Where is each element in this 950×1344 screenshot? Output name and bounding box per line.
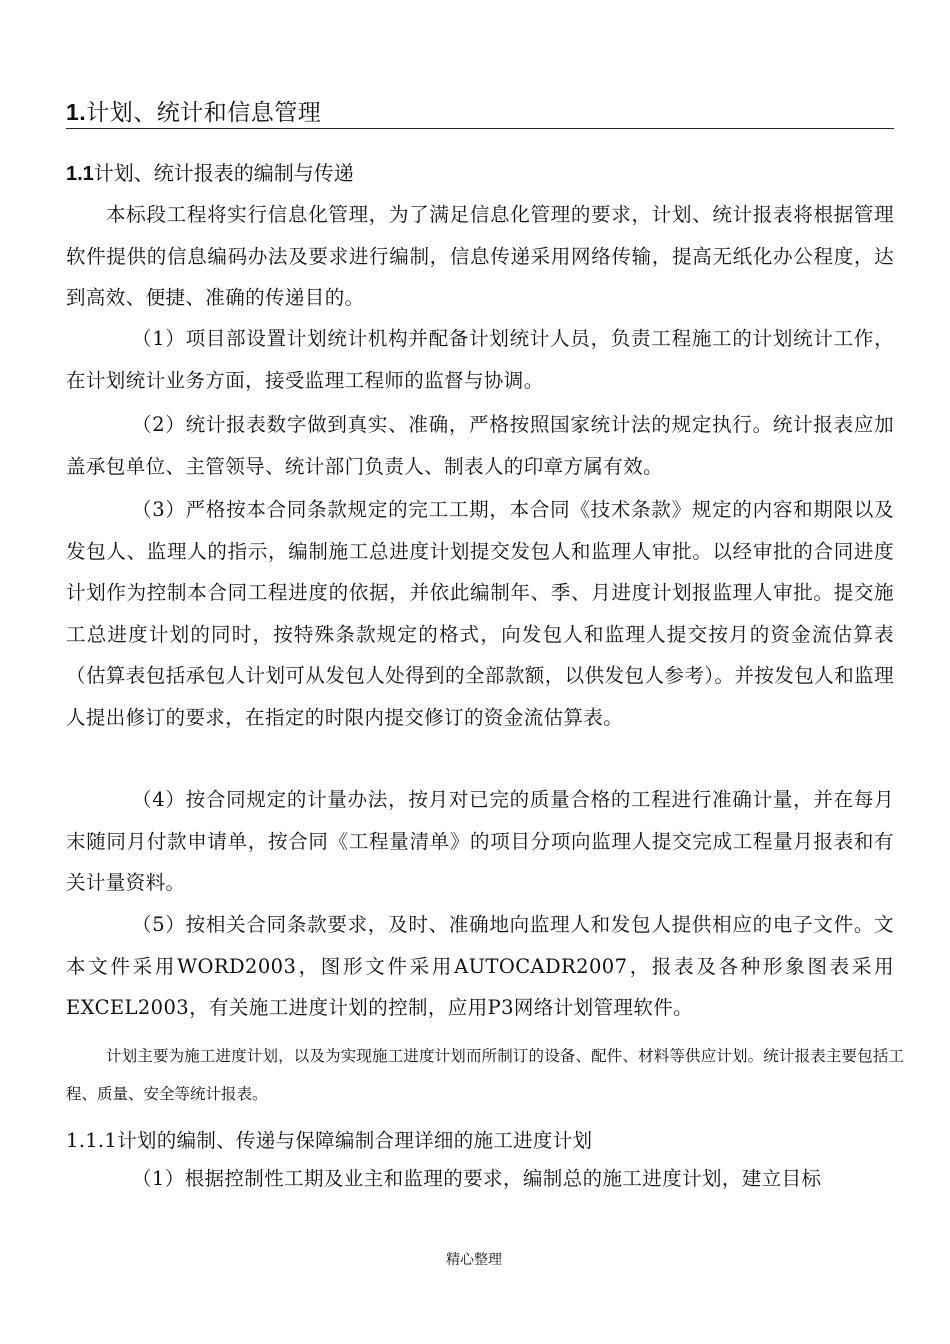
heading-1 [66,96,894,129]
heading-2-number: 1.1 [66,163,94,185]
heading-2-text: 计划、统计报表的编制与传递 [93,161,354,185]
paragraph-item-2: （2）统计报表数字做到真实、准确，严格按照国家统计法的规定执行。统计报表应加盖承包单位、主管领导、统计部门负责人、制表人的印章方属有效。 [66,413,894,478]
paragraph-item-5: （5）按相关合同条款要求，及时、准确地向监理人和发包人提供相应的电子文件。文本文件采用WORD2003，图形文件采用AUTOCADR2007，报表及各种形象图表采用EXCEL2003，有关施工进度计划的控制，应用P3网络计划管理软件。 [66,913,894,1019]
paragraph-item-3: （3）严格按本合同条款规定的完工工期，本合同《技术条款》规定的内容和期限以及发包人、监理人的指示，编制施工总进度计划提交发包人和监理人审批。以经审批的合同进度计划作为控制本合同工程进度的依据，并依此编制年、季、月进度计划报监理人审批。提交施工总进度计划的同时，按特殊条款规定的格式，向发包人和监理人提交按月的资金流估算表（估算表包括承包人计划可从发包人处得到的全部款额，以供发包人参考）。并按发包人和监理人提出修订的要求，在指定的时限内提交修订的资金流估算表。 [66,498,894,729]
paragraph-note: 计划主要为施工进度计划，以及为实现施工进度计划而所制订的设备、配件、材料等供应计划。统计报表主要包括工程、质量、安全等统计报表。 [66,1047,904,1103]
heading-3: 1.1.1计划的编制、传递与保障编制合理详细的施工进度计划 [66,1129,593,1152]
heading-1-number: 1. [66,99,87,125]
heading-2 [66,157,354,190]
page-footer: 精心整理 [446,1252,502,1268]
paragraph-intro: 本标段工程将实行信息化管理，为了满足信息化管理的要求，计划、统计报表将根据管理软件提供的信息编码办法及要求进行编制，信息传递采用网络传输，提高无纸化办公程度，达到高效、便捷、准确的传递目的。 [66,203,894,309]
heading-1-text: 计划、统计和信息管理 [86,100,322,126]
heading-rule [66,128,894,129]
paragraph-item-1: （1）项目部设置计划统计机构并配备计划统计人员，负责工程施工的计划统计工作，在计划统计业务方面，接受监理工程师的监督与协调。 [66,327,894,392]
paragraph-item-1-plan: （1）根据控制性工期及业主和监理的要求，编制总的施工进度计划，建立目标 [132,1167,822,1190]
paragraph-item-4: （4）按合同规定的计量办法，按月对已完的质量合格的工程进行准确计量，并在每月末随同月付款申请单，按合同《工程量清单》的项目分项向监理人提交完成工程量月报表和有关计量资料。 [66,788,894,894]
